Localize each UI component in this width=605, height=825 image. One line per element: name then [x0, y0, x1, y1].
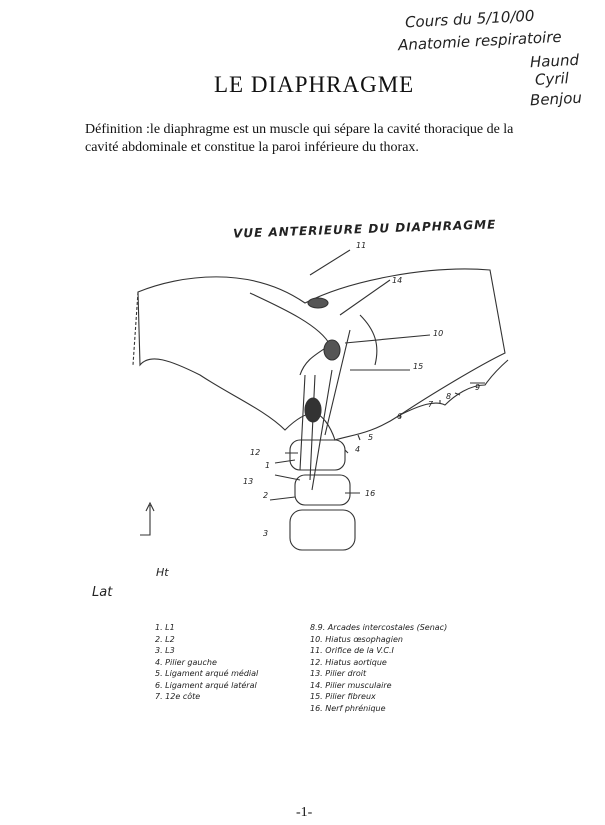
diagram-label: 13 [243, 477, 254, 486]
diagram-label: 9 [475, 383, 481, 392]
legend-item: 14. Pilier musculaire [310, 680, 392, 690]
diagram-label: 11 [356, 241, 367, 250]
legend-item: 6. Ligament arqué latéral [155, 680, 257, 690]
legend-item: 1. L1 [155, 623, 175, 632]
axis-label-lat: Lat [92, 585, 113, 600]
legend-item: 2. L2 [155, 634, 175, 644]
figure-title: VUE ANTERIEURE DU DIAPHRAGME [232, 217, 497, 241]
legend-item: 13. Pilier droit [310, 669, 367, 678]
diagram-label: 12 [250, 448, 261, 457]
diagram-label: 6 [397, 412, 403, 421]
legend-item: 12. Hiatus aortique [310, 657, 387, 667]
handwritten-note-subject: Anatomie respiratoire [397, 27, 563, 55]
legend-item: 3. L3 [155, 646, 175, 655]
legend-item: 15. Pilier fibreux [310, 692, 376, 701]
legend-right [310, 622, 447, 714]
diagram-label: 8 [446, 392, 452, 401]
left-costal-edge [133, 292, 138, 365]
diagram-label: 7 [428, 400, 434, 409]
aortic-hiatus [305, 398, 321, 422]
diagram-label: 3 [263, 529, 269, 538]
legend-item: 10. Hiatus œsophagien [310, 634, 403, 644]
definition-paragraph: Définition :le diaphragme est un muscle qui sépare la cavité thoracique de la cavité abdominale et constitue la paroi inférieure du thorax. [85, 122, 514, 155]
page-title: LE DIAPHRAGME [214, 72, 415, 97]
diagram-label: 15 [413, 362, 424, 371]
diagram-label: 2 [263, 491, 269, 500]
handwritten-note-date: Cours du 5/10/00 [404, 6, 535, 32]
axis-arrow [140, 503, 154, 535]
legend-item: 5. Ligament arqué médial [155, 669, 259, 678]
diagram-label: 5 [368, 433, 374, 442]
diaphragm-diagram [100, 235, 520, 565]
legend-item: 16. Nerf phrénique [310, 703, 386, 713]
handwritten-note-name2: Cyril [534, 69, 570, 89]
legend-left [155, 622, 258, 703]
esophageal-hiatus [324, 340, 340, 360]
handwritten-note-name1: Haund [529, 50, 580, 72]
diagram-label: 16 [365, 489, 376, 498]
legend-item: 8.9. Arcades intercostales (Senac) [310, 623, 448, 632]
legend-item: 11. Orifice de la V.C.I [310, 646, 394, 655]
legend-item: 4. Pilier gauche [155, 657, 217, 667]
handwritten-note-name3: Benjou [529, 88, 583, 110]
diagram-label: 10 [433, 329, 444, 338]
vertebra-l3 [290, 510, 355, 550]
vena-cava-orifice [308, 298, 328, 308]
diagram-label: 4 [355, 445, 361, 454]
legend-item: 7. 12e côte [155, 692, 201, 701]
diaphragm-dome [138, 269, 505, 440]
diagram-label: 1 [265, 461, 271, 470]
vertebra-l2 [295, 475, 350, 505]
page-number: -1- [296, 805, 313, 820]
diagram-label: 14 [392, 276, 403, 285]
axis-label-up: Ht [156, 566, 169, 579]
